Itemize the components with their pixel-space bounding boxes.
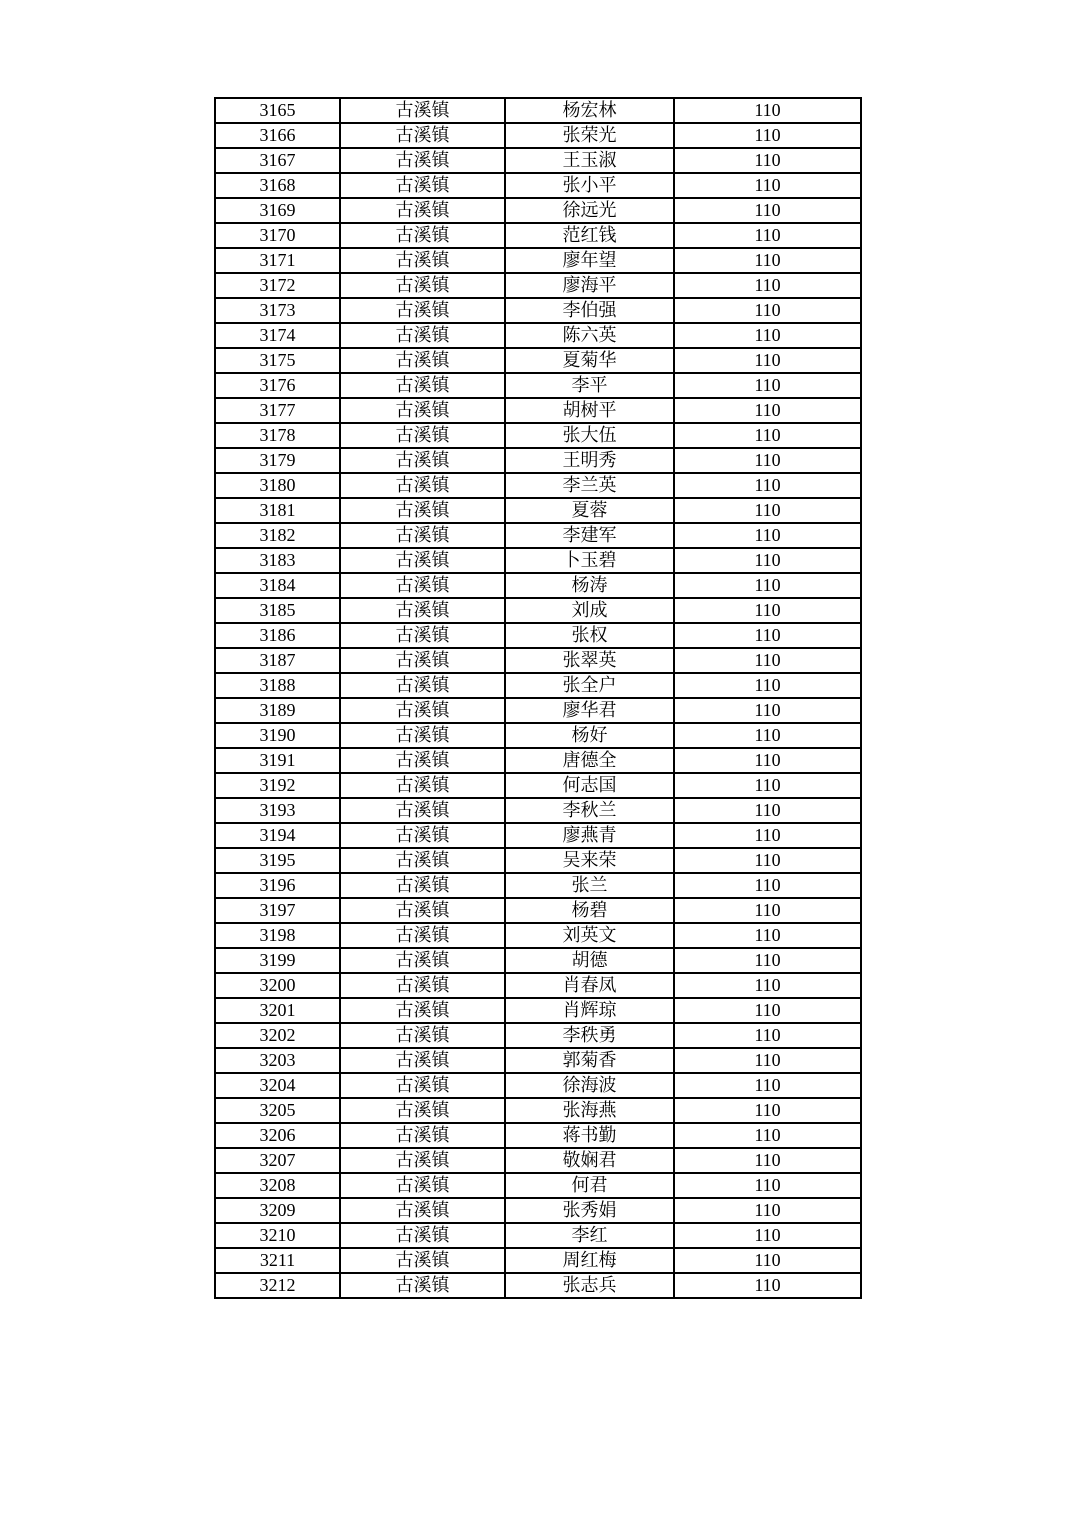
cell-name: 肖春凤: [505, 973, 674, 998]
table-row: [215, 723, 861, 748]
cell-amount: 110: [674, 923, 861, 948]
cell-serial: 3186: [215, 623, 340, 648]
cell-serial: 3166: [215, 123, 340, 148]
cell-amount: 110: [674, 623, 861, 648]
cell-name: 李红: [505, 1223, 674, 1248]
cell-amount: 110: [674, 123, 861, 148]
cell-name: 李平: [505, 373, 674, 398]
cell-name: 刘英文: [505, 923, 674, 948]
cell-name: 张小平: [505, 173, 674, 198]
cell-amount: 110: [674, 398, 861, 423]
table-row: [215, 873, 861, 898]
cell-town: 古溪镇: [340, 823, 505, 848]
cell-serial: 3195: [215, 848, 340, 873]
cell-town: 古溪镇: [340, 373, 505, 398]
cell-name: 王明秀: [505, 448, 674, 473]
cell-name: 李秋兰: [505, 798, 674, 823]
cell-serial: 3203: [215, 1048, 340, 1073]
cell-town: 古溪镇: [340, 1098, 505, 1123]
table-row: [215, 1023, 861, 1048]
cell-serial: 3190: [215, 723, 340, 748]
table-row: [215, 273, 861, 298]
table-row: [215, 173, 861, 198]
table-row: [215, 298, 861, 323]
cell-serial: 3206: [215, 1123, 340, 1148]
table-row: [215, 1223, 861, 1248]
table-row: [215, 948, 861, 973]
table-row: [215, 698, 861, 723]
cell-amount: 110: [674, 1198, 861, 1223]
cell-town: 古溪镇: [340, 1173, 505, 1198]
cell-name: 何志国: [505, 773, 674, 798]
cell-town: 古溪镇: [340, 648, 505, 673]
cell-town: 古溪镇: [340, 1198, 505, 1223]
cell-name: 夏菊华: [505, 348, 674, 373]
cell-town: 古溪镇: [340, 298, 505, 323]
cell-amount: 110: [674, 798, 861, 823]
cell-amount: 110: [674, 448, 861, 473]
cell-serial: 3189: [215, 698, 340, 723]
table-row: [215, 1273, 861, 1298]
cell-serial: 3173: [215, 298, 340, 323]
cell-name: 敬娴君: [505, 1148, 674, 1173]
cell-amount: 110: [674, 173, 861, 198]
cell-serial: 3185: [215, 598, 340, 623]
cell-serial: 3193: [215, 798, 340, 823]
cell-town: 古溪镇: [340, 1148, 505, 1173]
table-row: [215, 423, 861, 448]
table-row: [215, 973, 861, 998]
cell-town: 古溪镇: [340, 173, 505, 198]
cell-name: 徐远光: [505, 198, 674, 223]
cell-amount: 110: [674, 573, 861, 598]
cell-amount: 110: [674, 1073, 861, 1098]
table-row: [215, 748, 861, 773]
cell-name: 张海燕: [505, 1098, 674, 1123]
cell-town: 古溪镇: [340, 323, 505, 348]
cell-town: 古溪镇: [340, 273, 505, 298]
cell-serial: 3204: [215, 1073, 340, 1098]
cell-serial: 3199: [215, 948, 340, 973]
cell-town: 古溪镇: [340, 748, 505, 773]
cell-name: 廖华君: [505, 698, 674, 723]
cell-town: 古溪镇: [340, 1073, 505, 1098]
cell-amount: 110: [674, 298, 861, 323]
cell-name: 张秀娟: [505, 1198, 674, 1223]
cell-town: 古溪镇: [340, 573, 505, 598]
cell-town: 古溪镇: [340, 248, 505, 273]
cell-amount: 110: [674, 423, 861, 448]
cell-serial: 3177: [215, 398, 340, 423]
cell-name: 何君: [505, 1173, 674, 1198]
cell-name: 张大伍: [505, 423, 674, 448]
cell-name: 吴来荣: [505, 848, 674, 873]
table-row: [215, 898, 861, 923]
cell-town: 古溪镇: [340, 123, 505, 148]
cell-name: 胡德: [505, 948, 674, 973]
cell-town: 古溪镇: [340, 848, 505, 873]
table-row: [215, 798, 861, 823]
cell-name: 张兰: [505, 873, 674, 898]
cell-amount: 110: [674, 673, 861, 698]
cell-serial: 3174: [215, 323, 340, 348]
cell-name: 陈六英: [505, 323, 674, 348]
cell-town: 古溪镇: [340, 623, 505, 648]
cell-serial: 3212: [215, 1273, 340, 1298]
cell-town: 古溪镇: [340, 923, 505, 948]
cell-town: 古溪镇: [340, 973, 505, 998]
cell-amount: 110: [674, 273, 861, 298]
cell-name: 廖燕青: [505, 823, 674, 848]
table-row: [215, 1173, 861, 1198]
table-row: [215, 198, 861, 223]
cell-amount: 110: [674, 648, 861, 673]
table-row: [215, 98, 861, 123]
cell-amount: 110: [674, 1148, 861, 1173]
cell-serial: 3170: [215, 223, 340, 248]
cell-amount: 110: [674, 348, 861, 373]
cell-amount: 110: [674, 898, 861, 923]
cell-town: 古溪镇: [340, 98, 505, 123]
cell-name: 李兰英: [505, 473, 674, 498]
table-row: [215, 223, 861, 248]
table-row: [215, 323, 861, 348]
cell-serial: 3197: [215, 898, 340, 923]
cell-serial: 3191: [215, 748, 340, 773]
table-row: [215, 123, 861, 148]
cell-town: 古溪镇: [340, 448, 505, 473]
cell-name: 杨碧: [505, 898, 674, 923]
cell-town: 古溪镇: [340, 498, 505, 523]
cell-serial: 3200: [215, 973, 340, 998]
cell-serial: 3178: [215, 423, 340, 448]
cell-town: 古溪镇: [340, 223, 505, 248]
table-row: [215, 573, 861, 598]
cell-town: 古溪镇: [340, 1248, 505, 1273]
cell-name: 胡树平: [505, 398, 674, 423]
cell-name: 杨好: [505, 723, 674, 748]
table-row: [215, 598, 861, 623]
table-row: [215, 398, 861, 423]
table-row: [215, 1123, 861, 1148]
cell-amount: 110: [674, 873, 861, 898]
cell-town: 古溪镇: [340, 723, 505, 748]
cell-amount: 110: [674, 723, 861, 748]
cell-town: 古溪镇: [340, 873, 505, 898]
cell-serial: 3192: [215, 773, 340, 798]
cell-serial: 3208: [215, 1173, 340, 1198]
table-row: [215, 998, 861, 1023]
cell-amount: 110: [674, 198, 861, 223]
cell-serial: 3168: [215, 173, 340, 198]
cell-town: 古溪镇: [340, 148, 505, 173]
cell-amount: 110: [674, 1248, 861, 1273]
table-row: [215, 623, 861, 648]
cell-amount: 110: [674, 598, 861, 623]
cell-name: 徐海波: [505, 1073, 674, 1098]
cell-serial: 3165: [215, 98, 340, 123]
table-row: [215, 498, 861, 523]
cell-town: 古溪镇: [340, 548, 505, 573]
cell-serial: 3169: [215, 198, 340, 223]
cell-serial: 3172: [215, 273, 340, 298]
table-row: [215, 548, 861, 573]
cell-serial: 3211: [215, 1248, 340, 1273]
cell-town: 古溪镇: [340, 198, 505, 223]
cell-name: 杨涛: [505, 573, 674, 598]
cell-amount: 110: [674, 1098, 861, 1123]
cell-amount: 110: [674, 698, 861, 723]
cell-name: 李伯强: [505, 298, 674, 323]
cell-serial: 3176: [215, 373, 340, 398]
cell-amount: 110: [674, 223, 861, 248]
cell-amount: 110: [674, 748, 861, 773]
cell-amount: 110: [674, 1173, 861, 1198]
cell-name: 刘成: [505, 598, 674, 623]
cell-name: 杨宏林: [505, 98, 674, 123]
cell-amount: 110: [674, 473, 861, 498]
cell-amount: 110: [674, 1273, 861, 1298]
cell-name: 唐德全: [505, 748, 674, 773]
cell-name: 张权: [505, 623, 674, 648]
cell-amount: 110: [674, 373, 861, 398]
cell-town: 古溪镇: [340, 598, 505, 623]
cell-serial: 3202: [215, 1023, 340, 1048]
cell-amount: 110: [674, 548, 861, 573]
table-row: [215, 473, 861, 498]
cell-serial: 3198: [215, 923, 340, 948]
table-row: [215, 1248, 861, 1273]
table-row: [215, 1098, 861, 1123]
cell-amount: 110: [674, 998, 861, 1023]
cell-amount: 110: [674, 323, 861, 348]
cell-name: 王玉淑: [505, 148, 674, 173]
table-row: [215, 448, 861, 473]
table-row: [215, 673, 861, 698]
cell-amount: 110: [674, 1123, 861, 1148]
cell-town: 古溪镇: [340, 698, 505, 723]
cell-amount: 110: [674, 523, 861, 548]
cell-name: 李建军: [505, 523, 674, 548]
table-row: [215, 923, 861, 948]
cell-serial: 3209: [215, 1198, 340, 1223]
cell-town: 古溪镇: [340, 523, 505, 548]
cell-serial: 3175: [215, 348, 340, 373]
cell-town: 古溪镇: [340, 1223, 505, 1248]
table-row: [215, 523, 861, 548]
cell-town: 古溪镇: [340, 998, 505, 1023]
table-row: [215, 648, 861, 673]
table-row: [215, 1198, 861, 1223]
cell-name: 张全户: [505, 673, 674, 698]
cell-name: 范红钱: [505, 223, 674, 248]
cell-serial: 3184: [215, 573, 340, 598]
table-row: [215, 248, 861, 273]
cell-amount: 110: [674, 1023, 861, 1048]
cell-amount: 110: [674, 973, 861, 998]
cell-serial: 3205: [215, 1098, 340, 1123]
cell-name: 郭菊香: [505, 1048, 674, 1073]
cell-town: 古溪镇: [340, 773, 505, 798]
table-row: [215, 1073, 861, 1098]
roster-body: [215, 98, 861, 1298]
table-row: [215, 348, 861, 373]
cell-amount: 110: [674, 823, 861, 848]
cell-name: 卜玉碧: [505, 548, 674, 573]
cell-amount: 110: [674, 1048, 861, 1073]
table-row: [215, 1048, 861, 1073]
cell-serial: 3201: [215, 998, 340, 1023]
table-row: [215, 823, 861, 848]
cell-town: 古溪镇: [340, 673, 505, 698]
cell-name: 肖辉琼: [505, 998, 674, 1023]
cell-amount: 110: [674, 773, 861, 798]
cell-town: 古溪镇: [340, 798, 505, 823]
cell-serial: 3167: [215, 148, 340, 173]
cell-name: 张翠英: [505, 648, 674, 673]
cell-serial: 3196: [215, 873, 340, 898]
cell-serial: 3210: [215, 1223, 340, 1248]
cell-amount: 110: [674, 948, 861, 973]
cell-amount: 110: [674, 148, 861, 173]
cell-amount: 110: [674, 498, 861, 523]
cell-name: 蒋书勤: [505, 1123, 674, 1148]
table-row: [215, 148, 861, 173]
cell-amount: 110: [674, 248, 861, 273]
table-row: [215, 373, 861, 398]
cell-serial: 3181: [215, 498, 340, 523]
cell-name: 周红梅: [505, 1248, 674, 1273]
cell-serial: 3180: [215, 473, 340, 498]
cell-serial: 3182: [215, 523, 340, 548]
cell-name: 张志兵: [505, 1273, 674, 1298]
cell-amount: 110: [674, 98, 861, 123]
table-row: [215, 848, 861, 873]
cell-serial: 3188: [215, 673, 340, 698]
cell-town: 古溪镇: [340, 1048, 505, 1073]
cell-serial: 3171: [215, 248, 340, 273]
cell-name: 李秩勇: [505, 1023, 674, 1048]
cell-town: 古溪镇: [340, 1273, 505, 1298]
cell-town: 古溪镇: [340, 948, 505, 973]
cell-name: 廖年望: [505, 248, 674, 273]
cell-name: 张荣光: [505, 123, 674, 148]
cell-amount: 110: [674, 1223, 861, 1248]
cell-town: 古溪镇: [340, 398, 505, 423]
cell-name: 廖海平: [505, 273, 674, 298]
cell-amount: 110: [674, 848, 861, 873]
cell-serial: 3183: [215, 548, 340, 573]
cell-town: 古溪镇: [340, 473, 505, 498]
table-row: [215, 773, 861, 798]
cell-town: 古溪镇: [340, 348, 505, 373]
cell-serial: 3187: [215, 648, 340, 673]
cell-serial: 3194: [215, 823, 340, 848]
roster-table: [214, 97, 862, 1299]
cell-town: 古溪镇: [340, 1123, 505, 1148]
cell-serial: 3207: [215, 1148, 340, 1173]
cell-town: 古溪镇: [340, 1023, 505, 1048]
cell-town: 古溪镇: [340, 898, 505, 923]
cell-town: 古溪镇: [340, 423, 505, 448]
table-row: [215, 1148, 861, 1173]
cell-name: 夏蓉: [505, 498, 674, 523]
cell-serial: 3179: [215, 448, 340, 473]
